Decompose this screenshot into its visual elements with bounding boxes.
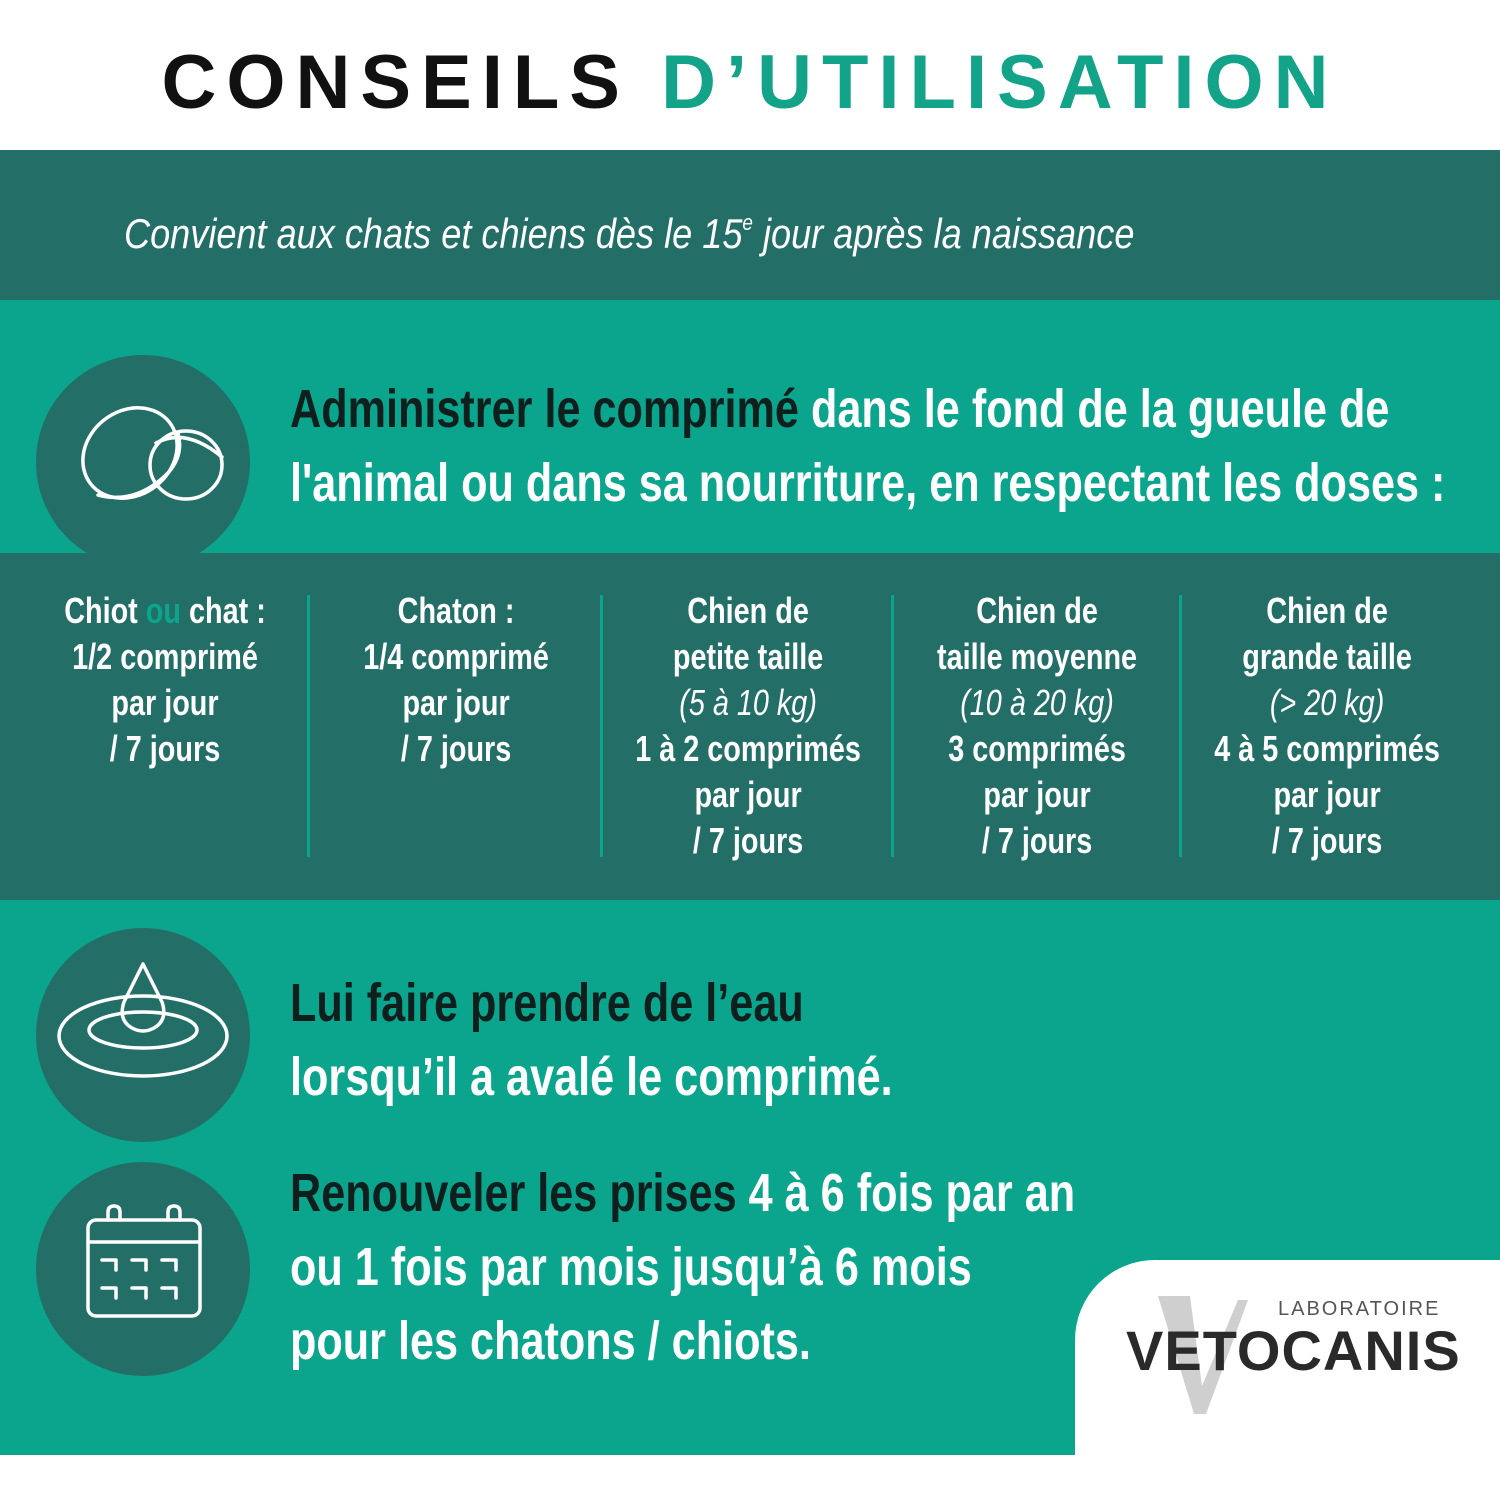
dose-label: Chaton : [397, 590, 515, 631]
dose-chaton [310, 588, 602, 868]
step1-dark-text: Administrer le comprimé [290, 379, 799, 439]
step3-light-line3: pour les chatons / chiots. [290, 1311, 811, 1371]
dose-label-ou: ou [145, 590, 181, 631]
dose-duration: / 7 jours [692, 820, 804, 861]
dose-duration: / 7 jours [1271, 820, 1383, 861]
dose-label-line2: petite taille [672, 636, 824, 677]
water-drop-icon [36, 928, 250, 1142]
dose-chien-moyenne [894, 588, 1181, 868]
dose-label-line1: Chien de [1266, 590, 1388, 631]
dose-duration: / 7 jours [982, 820, 1093, 861]
title-part-conseils: CONSEILS [161, 40, 630, 125]
dose-chiot-chat [20, 588, 310, 868]
step2-light-text: lorsqu’il a avalé le comprimé. [290, 1047, 893, 1107]
page-title [0, 38, 1500, 128]
step3-light-line2: ou 1 fois par mois jusqu’à 6 mois [290, 1237, 972, 1297]
step3-icon-circle [36, 1162, 250, 1376]
dose-amount: 4 à 5 comprimés [1214, 728, 1440, 769]
dose-label-line1: Chien de [976, 590, 1099, 631]
dose-weight: (5 à 10 kg) [679, 682, 817, 723]
subtitle-superscript: e [742, 210, 753, 235]
step2-icon-circle [36, 928, 250, 1142]
step2-dark-text: Lui faire prendre de l’eau [290, 973, 804, 1033]
step1-text [290, 372, 1445, 520]
tablets-icon [36, 355, 250, 569]
dose-frequency: par jour [694, 774, 802, 815]
dose-weight: (> 20 kg) [1269, 682, 1385, 723]
dose-chien-petite [603, 588, 893, 868]
step3-light-line1: 4 à 6 fois par an [736, 1163, 1076, 1223]
dose-duration: / 7 jours [109, 728, 221, 769]
step1-light-line1: dans le fond de la gueule de [798, 379, 1390, 439]
logo-laboratoire: LABORATOIRE [1278, 1298, 1441, 1320]
title-part-utilisation: D’UTILISATION [661, 40, 1339, 125]
dose-label-chat: chat : [188, 590, 266, 631]
subtitle-text [124, 195, 1208, 262]
dose-weight: (10 à 20 kg) [960, 682, 1115, 723]
dose-frequency: par jour [1273, 774, 1381, 815]
logo-brand-name: VETOCANIS [1126, 1319, 1461, 1382]
dose-frequency: par jour [111, 682, 219, 723]
dose-amount: 1 à 2 comprimés [635, 728, 861, 769]
dose-amount: 3 comprimés [948, 728, 1127, 769]
dose-frequency: par jour [402, 682, 510, 723]
dose-duration: / 7 jours [400, 728, 512, 769]
dose-amount: 1/4 comprimé [363, 636, 549, 677]
step3-dark-text: Renouveler les prises [290, 1163, 737, 1223]
subtitle-before: Convient aux chats et chiens dès le 15 [124, 210, 743, 257]
subtitle-after: jour après la naissance [752, 210, 1135, 257]
dose-label-line2: grande taille [1242, 636, 1412, 677]
dose-chien-grande [1182, 588, 1472, 868]
step2-text [290, 966, 893, 1114]
dose-label-line1: Chien de [687, 590, 809, 631]
step3-text [290, 1156, 1075, 1378]
dose-label-line2: taille moyenne [937, 636, 1138, 677]
step1-light-line2: l'animal ou dans sa nourriture, en respectant les doses : [290, 453, 1446, 513]
calendar-icon [36, 1162, 250, 1376]
dose-frequency: par jour [983, 774, 1092, 815]
step1-icon-circle [36, 355, 250, 569]
dose-label-chiot: Chiot [64, 590, 138, 631]
dose-amount: 1/2 comprimé [72, 636, 258, 677]
